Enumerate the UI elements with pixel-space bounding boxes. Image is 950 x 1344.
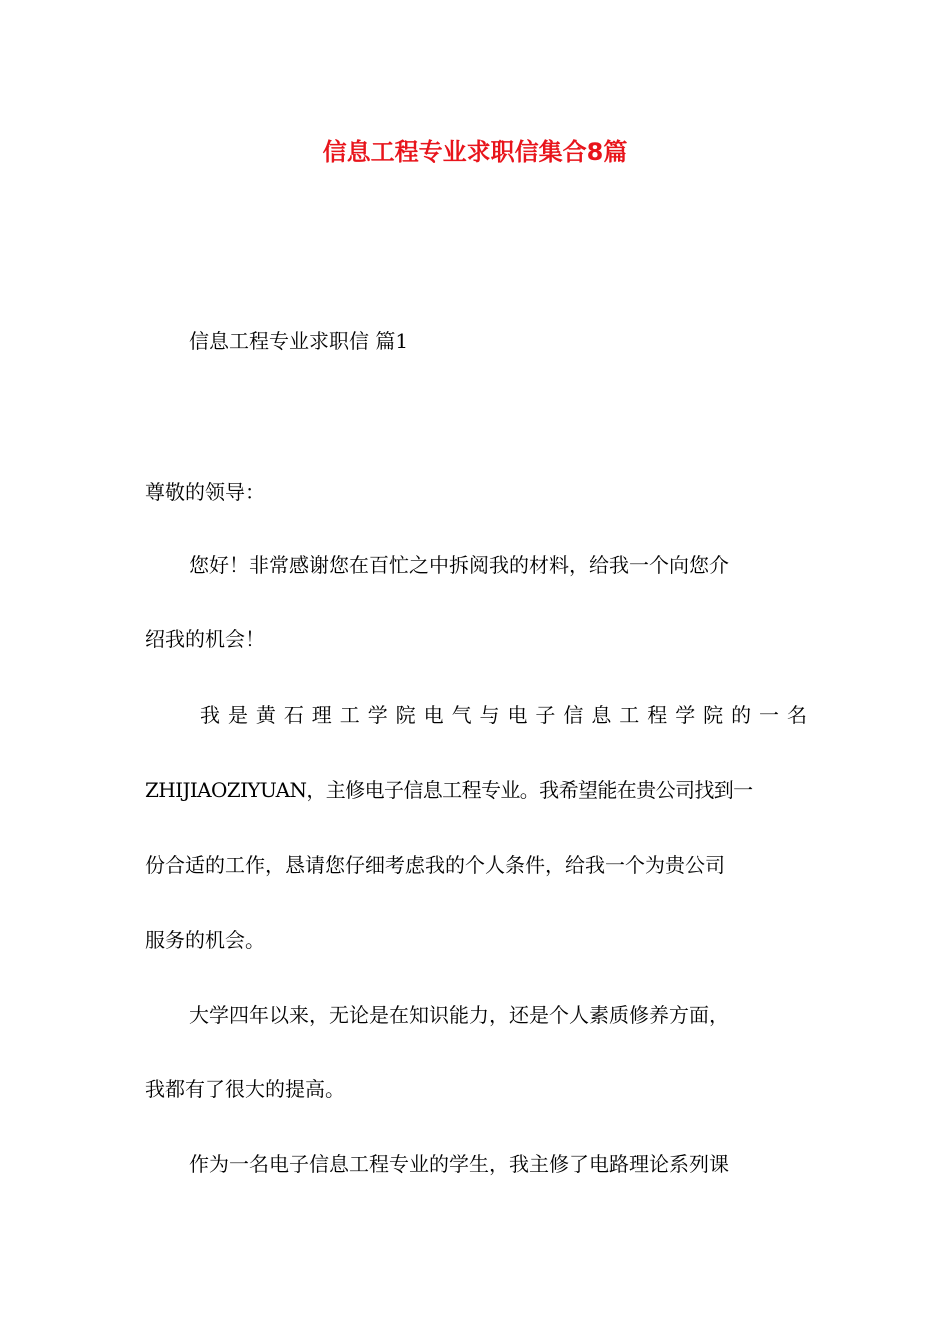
paragraph-line: 您好！非常感谢您在百忙之中拆阅我的材料，给我一个向您介 (189, 553, 729, 577)
paragraph-line: 份合适的工作，恳请您仔细考虑我的个人条件，给我一个为贵公司 (145, 853, 725, 877)
paragraph-line: ZHIJIAOZIYUAN，主修电子信息工程专业。我希望能在贵公司找到一 (145, 778, 753, 802)
paragraph-line: 绍我的机会！ (145, 627, 265, 651)
section-heading: 信息工程专业求职信 篇1 (189, 329, 409, 353)
paragraph-line: 我是黄石理工学院电气与电子信息工程学院的一名 (200, 703, 807, 727)
paragraph-line: 我都有了很大的提高。 (145, 1077, 345, 1101)
paragraph-line: 服务的机会。 (145, 928, 265, 952)
salutation-line: 尊敬的领导： (145, 480, 265, 504)
document-title: 信息工程专业求职信集合8篇 (322, 138, 628, 166)
paragraph-line: 大学四年以来，无论是在知识能力，还是个人素质修养方面， (189, 1003, 729, 1027)
paragraph-line: 作为一名电子信息工程专业的学生，我主修了电路理论系列课 (189, 1152, 729, 1176)
